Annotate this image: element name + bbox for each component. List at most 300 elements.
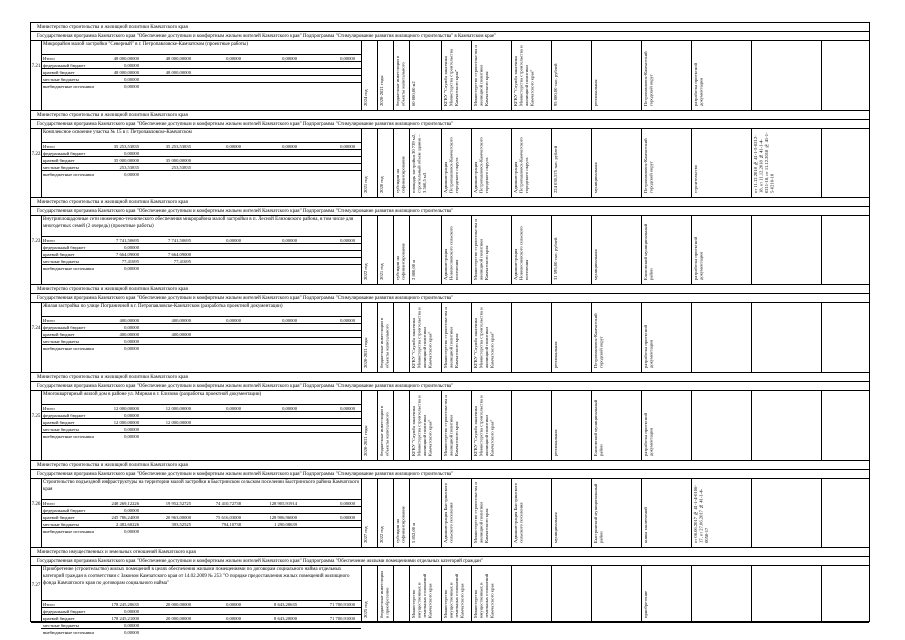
rotated-cell: 224 030,575 тыс. рублей — [553, 145, 558, 193]
financing-label: Итого — [43, 238, 55, 243]
rotated-cell: КГКУ "Служба заказчика Министерства строительства и жилищной политики Камчатского края" — [473, 307, 495, 368]
financing-label: Итого — [43, 501, 55, 506]
rotated-cell: строительство — [693, 164, 698, 193]
document-sheet — [30, 22, 870, 635]
column-divider — [821, 216, 822, 284]
financing-value: 0,00000 — [124, 434, 139, 439]
row-number: 7.21 — [31, 64, 41, 69]
financing-value: 7 741,50695 — [116, 238, 139, 243]
financing-value: 8 643,20000 — [274, 616, 297, 621]
column-divider — [511, 129, 512, 197]
financing-value: 0,00000 — [124, 346, 139, 351]
rotated-cell: площадь застройки 30 739 м2, строительный объем здания – 3 560,5 м3 — [411, 133, 427, 193]
rotated-cell: бюджетные инвестиции в приобретение — [379, 571, 390, 618]
financing-value: 0,00000 — [124, 325, 139, 330]
financing-value: 12 000,00000 — [113, 406, 139, 411]
financing-row — [41, 628, 361, 635]
rotated-cell: 2025 год — [363, 601, 368, 618]
financing-label: местные бюджеты — [43, 339, 79, 344]
column-divider — [41, 391, 42, 460]
column-divider — [751, 129, 752, 197]
financing-value: 12 000,00000 — [165, 420, 191, 425]
financing-row — [41, 527, 361, 534]
financing-value: 48 000,00000 — [165, 56, 191, 61]
column-divider — [393, 566, 394, 622]
financing-row — [41, 614, 361, 621]
financing-row — [41, 323, 361, 330]
column-divider — [511, 479, 512, 547]
financing-label: федеральный бюджет — [43, 325, 86, 330]
rotated-cell: 60 000,00 м2 — [411, 81, 416, 106]
financing-value: 48 000,00000 — [165, 70, 191, 75]
column-divider — [441, 391, 442, 460]
rotated-cell: 2027 год — [363, 526, 368, 543]
column-divider — [361, 391, 362, 460]
financing-value: 393,52525 — [171, 522, 191, 527]
column-divider — [361, 479, 362, 547]
financing-label: краевой бюджет — [43, 158, 75, 163]
column-divider — [409, 41, 410, 110]
rotated-cell — [395, 569, 407, 618]
column-divider — [377, 391, 378, 460]
financing-value: 0,00000 — [282, 318, 297, 323]
financing-label: внебюджетные источники — [43, 84, 94, 89]
column-divider — [471, 41, 472, 110]
rotated-cell: 31 595,00 тыс. рублей — [553, 237, 558, 280]
column-divider — [691, 566, 692, 622]
financing-label: краевой бюджет — [43, 515, 75, 520]
rotated-cell: КГКУ "Служба заказчика Министерства строительства и жилищной политики Камчатского края" — [411, 395, 433, 456]
object-title: Строительство подъездной инфраструктуры на территории малой застройки в Быстринском сельском поселении Быстринского района Камчатского края — [43, 480, 360, 492]
financing-row — [41, 149, 361, 156]
rotated-cell: Администрация Петропавловск-Камчатского городского округа — [513, 137, 529, 193]
column-divider — [409, 391, 410, 460]
rotated-cell: Администрация Быстринского сельского поселения — [513, 483, 524, 543]
financing-label: внебюджетные источники — [43, 630, 94, 635]
rotated-cell: Администрация Петропавловск-Камчатского городского округа — [443, 137, 459, 193]
ministry-line: Министерство строительства и жилищной политики Камчатского края — [31, 111, 869, 120]
financing-value: 0,00000 — [340, 56, 355, 61]
financing-value: 0,00000 — [124, 508, 139, 513]
column-divider — [551, 566, 552, 622]
column-divider — [361, 566, 362, 622]
financing-row — [41, 264, 361, 271]
rotated-cell: кника заключений — [643, 507, 648, 543]
column-divider — [511, 303, 512, 372]
financing-value: 35 253,53835 — [113, 144, 139, 149]
object-title: Внутриплощадочные сети инженерно-технического обеспечения микрорайона малой застройки в п. Лесной Елизовского района, в том числе для многодетных семей (2 очередь) (проектные работы) — [43, 217, 354, 229]
financing-label: краевой бюджет — [43, 420, 75, 425]
financing-row — [41, 163, 361, 170]
financing-value: 245 786,24000 — [111, 515, 139, 520]
financing-row — [41, 404, 361, 411]
rotated-cell: муниципальная — [593, 249, 598, 280]
financing-value: 35 000,00000 — [113, 158, 139, 163]
column-divider — [821, 129, 822, 197]
column-divider — [691, 303, 692, 372]
rotated-cell: КГКУ "Служба заказчика Министерства строительства и жилищной политики Камчатского края" — [411, 307, 433, 368]
object-title: Приобретение (строительство) жилых помещений в целях обеспечения жилыми помещениями по договорам социального найма отдельных категорий граждан в соответствии с Законом Камчатского края от 14.02.2009 № 253 "О порядке предоставления жилых помещений жилищного фонда Камчатского края по договорам социального найма" — [43, 567, 350, 586]
financing-value: 400,00000 — [171, 332, 191, 337]
column-divider — [377, 479, 378, 547]
column-divider — [471, 129, 472, 197]
financing-label: местные бюджеты — [43, 522, 79, 527]
rotated-cell: Министерство строительства и жилищной политики Камчатского края — [473, 482, 489, 543]
rotated-cell: Министерство строительства и жилищной политики Камчатского края — [473, 219, 489, 280]
rotated-cell: Елизовский муниципальный район — [593, 399, 604, 456]
financing-row — [41, 243, 361, 250]
financing-row — [41, 520, 361, 527]
rotated-cell — [553, 569, 589, 618]
financing-value: 0,00000 — [124, 63, 139, 68]
rotated-cell: 2024 год — [363, 89, 368, 106]
row-number: 7.27 — [31, 582, 41, 588]
object-title: Жилая застройка по улице Пограничной в г. Петропавловске-Камчатском (разработка проектной документации) — [43, 304, 283, 309]
rotated-cell: бюджетные инвестиции в объекты капитального — [379, 405, 390, 456]
column-divider — [551, 391, 552, 460]
financing-value: 248 269,12226 — [111, 501, 139, 506]
financing-value: 0,00000 — [226, 56, 241, 61]
financing-value: 0,00000 — [124, 172, 139, 177]
financing-row — [41, 316, 361, 323]
table-row — [31, 461, 869, 548]
financing-label: внебюджетные источники — [43, 172, 94, 177]
financing-label: краевой бюджет — [43, 332, 75, 337]
financing-value: 0,00000 — [340, 318, 355, 323]
column-divider — [441, 303, 442, 372]
column-divider — [511, 391, 512, 460]
financing-label: местные бюджеты — [43, 165, 79, 170]
column-divider — [551, 303, 552, 372]
rotated-cell: бюджетные инвестиции в объекты капитального — [395, 55, 406, 106]
financing-value: 0,00000 — [282, 56, 297, 61]
rotated-cell: Министерство строительства и жилищной политики Камчатского края — [443, 395, 459, 456]
financing-value: 400,00000 — [119, 318, 139, 323]
financing-row — [41, 61, 361, 68]
column-divider — [377, 41, 378, 110]
column-divider — [361, 129, 362, 197]
column-divider — [393, 391, 394, 460]
financing-value: 8 643,20635 — [274, 602, 297, 607]
financing-value: 400,00000 — [171, 318, 191, 323]
financing-value: 253,53835 — [171, 165, 191, 170]
financing-label: местные бюджеты — [43, 623, 79, 628]
financing-value: 0,00000 — [124, 609, 139, 614]
financing-row — [41, 82, 361, 89]
column-divider — [511, 216, 512, 284]
rotated-cell: разработка проектной документации — [693, 63, 704, 106]
financing-row — [41, 236, 361, 243]
financing-value: 0,00000 — [124, 266, 139, 271]
rotated-cell: муниципальная — [553, 512, 558, 543]
column-divider — [591, 566, 592, 622]
rotated-cell — [513, 569, 549, 618]
rotated-cell: 2021 год — [379, 263, 384, 280]
program-line: Государственная программа Камчатского края "Обеспечение доступным и комфортным жильем жителей Камчатского края" Подпрограмма "Стимулирование развития жилищного строительства" — [31, 294, 869, 303]
program-line: Государственная программа Камчатского края "Обеспечение доступным и комфортным жильем жителей Камчатского края" Подпрограмма "Стимулирование развития жилищного строительства" — [31, 382, 869, 391]
financing-value: 12 000,00000 — [165, 406, 191, 411]
financing-row — [41, 156, 361, 163]
column-divider — [393, 216, 394, 284]
financing-value: 0,00000 — [282, 144, 297, 149]
financing-row — [41, 68, 361, 75]
column-divider — [591, 391, 592, 460]
financing-value: 400,00000 — [119, 332, 139, 337]
financing-value: 253,53835 — [119, 165, 139, 170]
financing-row — [41, 142, 361, 149]
financing-label: Итого — [43, 406, 55, 411]
rotated-cell: субсидии на софинансирование — [395, 506, 406, 543]
rotated-cell: КГКУ "Служба заказчика Министерства строительства и жилищной политики Камчатского края" — [473, 395, 495, 456]
ministry-line: Министерство имущественных и земельных отношений Камчатского края — [31, 548, 869, 557]
column-divider — [511, 566, 512, 622]
column-divider — [393, 303, 394, 372]
rotated-cell: муниципальная — [593, 162, 598, 193]
financing-value: 0,00000 — [124, 413, 139, 418]
financing-value: 794,10738 — [221, 522, 241, 527]
financing-label: краевой бюджет — [43, 616, 75, 621]
financing-value: 19 952,52725 — [165, 501, 191, 506]
column-divider — [377, 129, 378, 197]
financing-label: федеральный бюджет — [43, 413, 86, 418]
rotated-cell: от 06.06.2017 № 41-1-4-0106-17, от 27.06.2017 № 41-1-4-0050-17 — [693, 485, 709, 543]
row-number: 7.24 — [31, 326, 41, 331]
rotated-cell: субсидии на софинансирование — [395, 156, 406, 193]
rotated-cell: Петропавловск-Камчатский городской округ — [593, 313, 604, 368]
financing-value: 0,00000 — [340, 501, 355, 506]
object-title: Микрорайон малой застройки "Северный" в г. Петропавловске-Камчатском (проектные работы) — [43, 42, 248, 47]
financing-value: 74 410,72738 — [215, 501, 241, 506]
rotated-cell — [593, 569, 639, 618]
column-divider — [821, 391, 822, 460]
financing-value: 20 000,00000 — [165, 602, 191, 607]
financing-row — [41, 411, 361, 418]
row-number: 7.25 — [31, 414, 41, 419]
column-divider — [41, 41, 42, 110]
column-divider — [361, 41, 362, 110]
financing-value: 0,00000 — [226, 406, 241, 411]
column-divider — [821, 303, 822, 372]
row-number: 7.23 — [31, 238, 41, 244]
column-divider — [393, 479, 394, 547]
rotated-cell: региональная — [553, 429, 558, 456]
column-divider — [591, 216, 592, 284]
program-line: Государственная программа Камчатского края "Обеспечение доступным и комфортным жильем жителей Камчатского края" Подпрограмма "Обеспечение жилыми помещениями отдельных категорий граждан" — [31, 557, 869, 566]
column-divider — [511, 41, 512, 110]
column-divider — [377, 566, 378, 622]
rotated-cell: Быстринский муниципальный район — [593, 483, 604, 543]
rotated-cell: 2020-2021 годы — [363, 337, 368, 368]
rotated-cell: региональная — [593, 79, 598, 106]
financing-value: 0,00000 — [226, 318, 241, 323]
financing-value: 77,41695 — [121, 259, 139, 264]
financing-value: 35 000,00000 — [165, 158, 191, 163]
column-divider — [377, 303, 378, 372]
rotated-cell — [513, 394, 549, 456]
financing-label: краевой бюджет — [43, 70, 75, 75]
column-divider — [471, 303, 472, 372]
row-number: 7.26 — [31, 501, 41, 507]
financing-label: федеральный бюджет — [43, 245, 86, 250]
financing-row — [41, 344, 361, 351]
column-divider — [41, 216, 42, 284]
financing-row — [41, 337, 361, 344]
column-divider — [691, 391, 692, 460]
rotated-cell: 2020-2021 годы — [363, 425, 368, 456]
financing-label: местные бюджеты — [43, 259, 79, 264]
financing-row — [41, 499, 361, 506]
rotated-cell: Администрация Петропавловск-Камчатского городского округа — [473, 137, 489, 193]
table-row — [31, 23, 869, 111]
column-divider — [551, 216, 552, 284]
financing-row — [41, 513, 361, 520]
column-divider — [409, 216, 410, 284]
rotated-cell: Администрация Новолесновского сельского поселения — [513, 226, 529, 280]
financing-value: 0,00000 — [124, 529, 139, 534]
column-divider — [441, 216, 442, 284]
financing-value: 48 000,00000 — [113, 70, 139, 75]
financing-value: 7 664,09000 — [116, 252, 139, 257]
financing-row — [41, 250, 361, 257]
ministry-line: Министерство строительства и жилищной политики Камчатского края — [31, 23, 869, 32]
rotated-cell: бюджетные инвестиции в объекты капитального — [379, 317, 390, 368]
column-divider — [393, 41, 394, 110]
financing-row — [41, 607, 361, 614]
rotated-cell: Министерство имущественных и земельных отношений Камчатского края — [443, 573, 465, 618]
financing-label: краевой бюджет — [43, 252, 75, 257]
financing-value: 0,00000 — [226, 602, 241, 607]
rotated-cell: Елизовский муниципальный район — [643, 223, 654, 280]
rotated-cell: 2022 год — [363, 263, 368, 280]
rotated-cell: разработка проектной документации — [643, 413, 654, 456]
column-divider — [641, 129, 642, 197]
financing-label: Итого — [43, 56, 55, 61]
financing-value: 7 664,09000 — [168, 252, 191, 257]
financing-label: местные бюджеты — [43, 427, 79, 432]
column-divider — [409, 303, 410, 372]
financing-row — [41, 330, 361, 337]
rotated-cell: 2 800,00 м — [411, 259, 416, 280]
rotated-cell: Администрация Быстринского сельского поселения — [443, 483, 454, 543]
column-divider — [641, 566, 642, 622]
financing-row — [41, 75, 361, 82]
rotated-cell: 95 000,00 тыс. рублей — [553, 63, 558, 106]
financing-value: 0,00000 — [124, 84, 139, 89]
financing-value: 48 000,00000 — [113, 56, 139, 61]
column-divider — [641, 303, 642, 372]
rotated-cell: региональная — [553, 341, 558, 368]
rotated-cell: Министерство строительства и жилищной политики Камчатского края — [443, 307, 459, 368]
column-divider — [691, 479, 692, 547]
object-title: Многоквартирный жилой дом в районе ул. Мирная в г. Елизово (разработка проектной документации) — [43, 392, 262, 397]
column-divider — [751, 479, 752, 547]
financing-label: внебюджетные источники — [43, 346, 94, 351]
rotated-cell: от 11.12.2018 № 41-1-5-0212-18, от 11.12.2018 № 41-1-4-0211-18, от 11.12.2018 № 41-1-5-0210-18 — [753, 132, 775, 193]
program-line: Государственная программа Камчатского края "Обеспечение доступным и комфортным жильем жителей Камчатского края" Подпрограмма "Стимулирование развития жилищного строительства" — [31, 470, 869, 479]
financing-row — [41, 600, 361, 607]
rotated-cell: КГКУ "Служба заказчика Министерства строительства Камчатского края" — [443, 49, 459, 106]
column-divider — [641, 391, 642, 460]
table-row — [31, 111, 869, 198]
rotated-cell: Министерство имущественных и земельных отношений Камчатского края — [473, 573, 495, 618]
column-divider — [821, 41, 822, 110]
financing-value: 75 616,03000 — [215, 515, 241, 520]
column-divider — [551, 41, 552, 110]
financing-value: 0,00000 — [124, 427, 139, 432]
rotated-cell: КГКУ "Служба заказчика Министерства строительства и жилищной политики Камчатского края" — [513, 45, 535, 106]
financing-value: 0,00000 — [340, 238, 355, 243]
rotated-cell — [395, 394, 407, 456]
column-divider — [41, 129, 42, 197]
rotated-cell: 5 852,00 м — [411, 522, 416, 543]
table-row — [31, 285, 869, 373]
financing-label: федеральный бюджет — [43, 508, 86, 513]
rotated-cell: 2020 год — [379, 176, 384, 193]
rotated-cell: Петропавловск-Камчатский городской округ — [643, 51, 654, 106]
column-divider — [409, 479, 410, 547]
financing-value: 1 290,08639 — [274, 522, 297, 527]
financing-value: 35 253,53835 — [165, 144, 191, 149]
financing-value: 77,41695 — [173, 259, 191, 264]
financing-value: 0,00000 — [124, 623, 139, 628]
column-divider — [821, 566, 822, 622]
table-row — [31, 198, 869, 285]
column-divider — [441, 129, 442, 197]
column-divider — [471, 391, 472, 460]
rotated-cell: разработка проектной документации — [643, 325, 654, 368]
financing-value: 178 245,20635 — [111, 602, 139, 607]
financing-row — [41, 170, 361, 177]
rotated-cell: 2022 год — [379, 526, 384, 543]
column-divider — [641, 216, 642, 284]
column-divider — [551, 479, 552, 547]
rotated-cell: Петропавловск-Камчатский городской округ — [643, 138, 654, 193]
financing-label: местные бюджеты — [43, 77, 79, 82]
financing-row — [41, 432, 361, 439]
column-divider — [471, 479, 472, 547]
column-divider — [591, 129, 592, 197]
financing-value: 128 905,91914 — [269, 501, 297, 506]
financing-value: 0,00000 — [282, 406, 297, 411]
rotated-cell: субсидии на софинансирование — [395, 243, 406, 280]
column-divider — [641, 41, 642, 110]
column-divider — [41, 566, 42, 622]
financing-value: 128 906,96000 — [269, 515, 297, 520]
financing-value: 0,00000 — [226, 144, 241, 149]
financing-row — [41, 257, 361, 264]
financing-row — [41, 425, 361, 432]
financing-value: 12 000,00000 — [113, 420, 139, 425]
financing-value: 20 000,00000 — [165, 616, 191, 621]
column-divider — [591, 41, 592, 110]
financing-label: внебюджетные источники — [43, 266, 94, 271]
column-divider — [361, 216, 362, 284]
object-title: Комплексное освоение участка № 15 в г. Петропавловске-Камчатском — [43, 130, 192, 135]
table-row — [31, 373, 869, 461]
financing-value: 20 963,00000 — [165, 515, 191, 520]
financing-label: внебюджетные источники — [43, 529, 94, 534]
financing-label: федеральный бюджет — [43, 609, 86, 614]
column-divider — [361, 303, 362, 372]
rotated-cell — [395, 306, 407, 368]
column-divider — [591, 303, 592, 372]
financing-label: Итого — [43, 602, 55, 607]
financing-value: 2 482,60226 — [116, 522, 139, 527]
financing-value: 0,00000 — [340, 144, 355, 149]
rotated-cell: приобретение — [643, 590, 648, 618]
column-divider — [751, 41, 752, 110]
financing-row — [41, 418, 361, 425]
